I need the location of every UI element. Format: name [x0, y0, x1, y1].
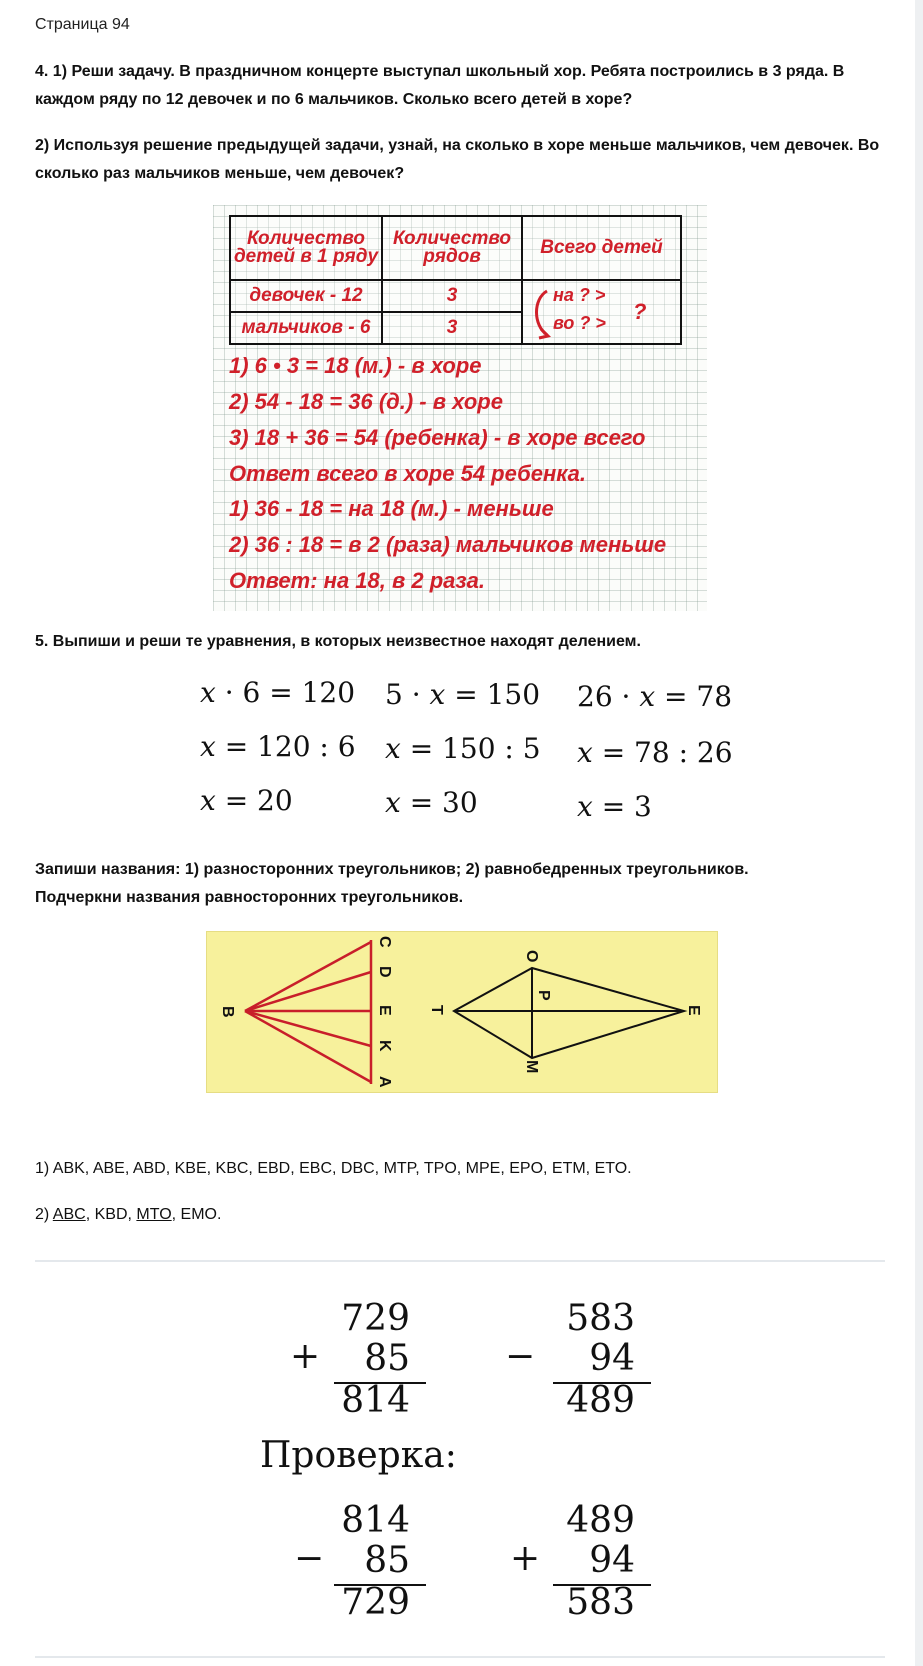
bracket-bottom: во ? >: [553, 313, 606, 333]
column-addition: [290, 1298, 440, 1428]
check-subtraction: [290, 1500, 440, 1630]
eq-expr: = 3: [592, 790, 652, 823]
label-A: A: [376, 1076, 393, 1088]
row-boys-mid: 3: [382, 312, 522, 344]
eq-2-line1: [385, 678, 540, 711]
eq-expr: · 6 = 120: [215, 676, 356, 709]
task4-part1: 4. 1) Реши задачу. В праздничном концерте выступал школьный хор. Ребята построились в 3 ряда. В каждом ряду по 12 девочек и по 6 мальчиков. Сколько всего детей в хоре?: [35, 63, 845, 108]
triangles-drawing: [207, 932, 717, 1092]
eq-3-line1: [577, 680, 732, 713]
header-per-row: Количество детей в 1 ряду: [230, 216, 382, 280]
eq-1-line3: [200, 784, 293, 817]
label-M: M: [523, 1060, 540, 1074]
eq-1-line2: [200, 730, 356, 763]
eq-2-line2: [385, 732, 541, 765]
eq-expr: = 150 : 5: [400, 732, 541, 765]
eq-var: x: [639, 680, 656, 713]
column-subtraction: [505, 1298, 655, 1428]
solution-line-2: 2) 54 - 18 = 36 (д.) - в хоре: [229, 389, 503, 414]
eq-expr: = 78: [655, 680, 733, 713]
eq-var: x: [577, 736, 593, 769]
total-question: ?: [633, 299, 647, 324]
answer2-mid: , KBD,: [85, 1206, 137, 1223]
eq-var: x: [385, 786, 401, 819]
check-sub-operand-b: 85: [364, 1540, 410, 1581]
label-P: P: [535, 990, 552, 1001]
plus-sign: +: [510, 1538, 541, 1579]
label-T: T: [428, 1005, 445, 1015]
label-E: E: [376, 1005, 393, 1016]
label-E2: E: [685, 1005, 702, 1016]
minus-sign: −: [505, 1336, 536, 1377]
eq-var: x: [385, 732, 401, 765]
solution-answer-1: Ответ всего в хоре 54 ребенка.: [229, 461, 587, 486]
sub-result: 489: [566, 1380, 635, 1421]
check-add-operand-b: 94: [589, 1540, 635, 1581]
answer2-underlined-2: MTO: [136, 1206, 172, 1223]
eq-var: x: [200, 730, 216, 763]
solution-line-1: 1) 6 • 3 = 18 (м.) - в хоре: [229, 353, 482, 378]
check-label: Проверка:: [260, 1435, 457, 1476]
answer2-prefix: 2): [35, 1206, 53, 1223]
label-C: C: [376, 936, 393, 948]
answer-isosceles: [35, 1206, 221, 1224]
eq-1-line1: [200, 676, 355, 709]
solution-answer-2: Ответ: на 18, в 2 раза.: [229, 568, 485, 593]
solution-line-3: 3) 18 + 36 = 54 (ребенка) - в хоре всего: [229, 425, 646, 450]
label-B: B: [219, 1006, 236, 1018]
plus-sign: +: [290, 1336, 321, 1377]
header-total: Всего детей: [522, 216, 681, 280]
check-addition: [505, 1500, 655, 1630]
answer2-suffix: , EMO.: [171, 1206, 222, 1223]
row-boys-left: мальчиков - 6: [230, 312, 382, 344]
eq-expr: = 120 : 6: [215, 730, 356, 763]
add-operand-b: 85: [364, 1338, 410, 1379]
label-D: D: [376, 966, 393, 978]
eq-expr: 26 ·: [577, 680, 640, 713]
page-label: Страница 94: [35, 16, 130, 33]
task5-prompt: 5. Выпиши и реши те уравнения, в которых неизвестное находят делением.: [35, 633, 641, 650]
eq-var: x: [577, 790, 593, 823]
add-operand-a: 729: [341, 1298, 410, 1339]
minus-sign: −: [294, 1538, 325, 1579]
answer-scalene: 1) ABK, ABE, ABD, KBE, KBC, EBD, EBC, DBC, MTP, TPO, MPE, EPO, ETM, ETO.: [35, 1160, 632, 1177]
sub-operand-a: 583: [566, 1298, 635, 1339]
worksheet-table: [229, 215, 682, 345]
row-girls-mid: 3: [382, 280, 522, 312]
sub-operand-b: 94: [589, 1338, 635, 1379]
check-sub-operand-a: 814: [341, 1500, 410, 1541]
eq-var: x: [200, 676, 216, 709]
eq-var: x: [429, 678, 446, 711]
label-O: O: [523, 950, 540, 963]
eq-var: x: [200, 784, 216, 817]
eq-3-line2: [577, 736, 733, 769]
worksheet-image: [213, 205, 707, 611]
triangles-prompt: [35, 856, 885, 912]
eq-3-line3: [577, 790, 652, 823]
eq-expr: = 20: [215, 784, 293, 817]
check-add-operand-a: 489: [566, 1500, 635, 1541]
check-sub-result: 729: [341, 1582, 410, 1623]
add-result: 814: [341, 1380, 410, 1421]
total-cell: [522, 280, 681, 344]
label-K: K: [376, 1040, 393, 1052]
eq-expr: = 78 : 26: [592, 736, 733, 769]
solution-line-5: 2) 36 : 18 = в 2 (раза) мальчиков меньше: [229, 532, 667, 557]
eq-expr: = 150: [445, 678, 541, 711]
answer2-underlined-1: ABC: [52, 1206, 86, 1223]
triangles-prompt-line1: Запиши названия: 1) разносторонних треугольников; 2) равнобедренных треугольников.: [35, 861, 749, 878]
triangles-figure: [206, 931, 718, 1093]
right-scroll-edge: [915, 0, 923, 1666]
task4-part2: 2) Используя решение предыдущей задачи, узнай, на сколько в хоре меньше мальчиков, чем девочек. Во сколько раз мальчиков меньше, чем девочек?: [35, 137, 880, 182]
divider: [35, 1260, 885, 1262]
solution-line-4: 1) 36 - 18 = на 18 (м.) - меньше: [229, 496, 554, 521]
row-girls-left: девочек - 12: [230, 280, 382, 312]
header-rows: Количество рядов: [382, 216, 522, 280]
divider-bottom: [35, 1656, 885, 1658]
bracket-top: на ? >: [553, 285, 606, 305]
eq-expr: 5 ·: [385, 678, 430, 711]
eq-2-line3: [385, 786, 478, 819]
eq-expr: = 30: [400, 786, 478, 819]
triangles-prompt-line2: Подчеркни названия равносторонних треугольников.: [35, 889, 464, 906]
check-add-result: 583: [566, 1582, 635, 1623]
